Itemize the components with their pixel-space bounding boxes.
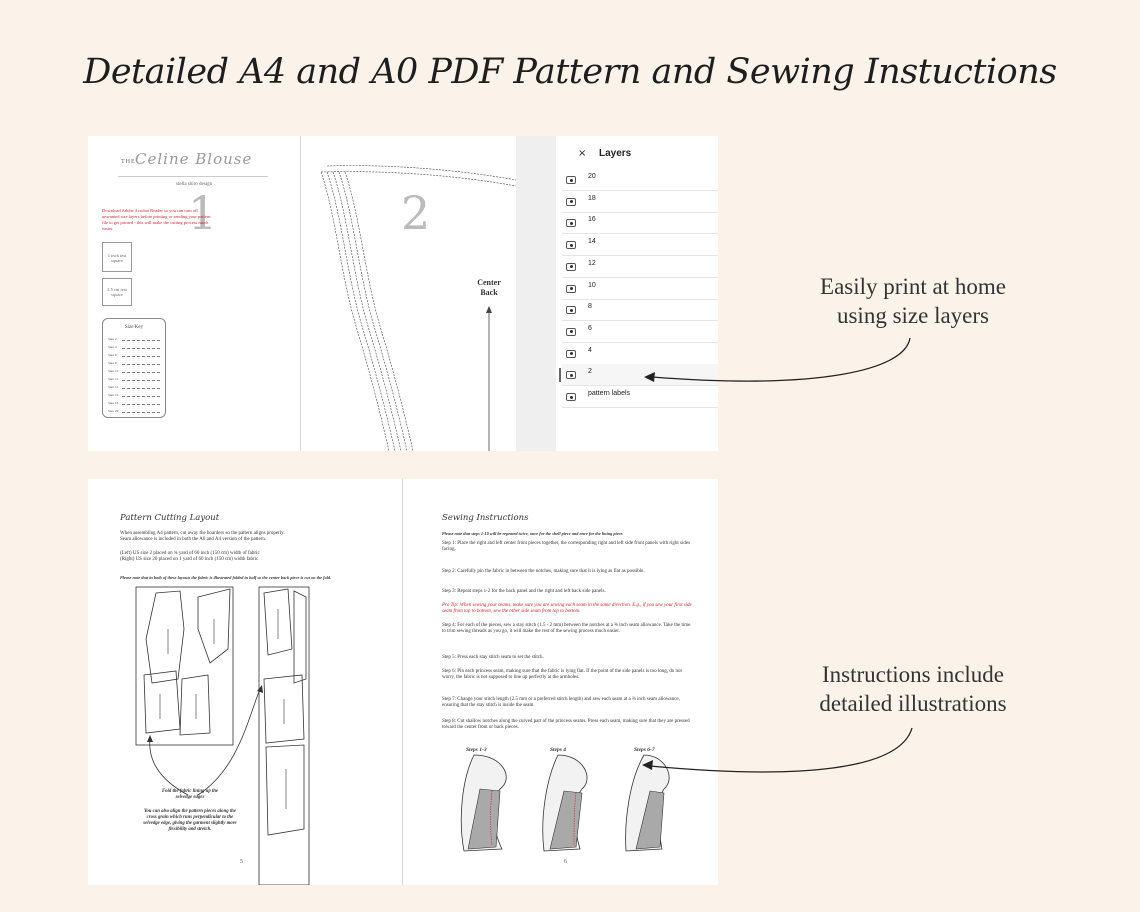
fold-note: Please note that in both of these layouts the fabric is illustrated folded in half so the center back piece is cut on the fold. — [120, 575, 332, 580]
acrobat-note: Download Adobe Acrobat Reader so you can turn off unwanted size layers before printing or sending your pattern file to get printed - this will make the cutting process much easier. — [102, 208, 211, 231]
layer-label: 12 — [588, 259, 596, 267]
brand-name: Celine Blouse — [135, 150, 253, 168]
callout-illustrations: Instructions include detailed illustrations — [819, 662, 1007, 716]
illustration-label-1: Steps 1-3 — [466, 747, 487, 753]
illustration-label-2: Steps 4 — [550, 747, 567, 753]
layer-label: 20 — [588, 173, 596, 180]
page-number-6: 6 — [564, 859, 567, 865]
sewing-step: Step 1: Place the right and left center front pieces together, the corresponding right and left side front panels with right sides facing. — [442, 541, 691, 553]
size-key-label: Size 6 — [108, 353, 117, 357]
test-square-cm: 2.5 cm test square — [102, 278, 132, 306]
page-title: Detailed A4 and A0 PDF Pattern and Sewing Instuctions — [83, 52, 1057, 92]
arrow-to-illustration — [650, 728, 912, 772]
cross-grain-note: You can also align the pattern pieces along the cross grain which runs perpendicular to the selvedge edge, giving the garment slightly more flexibility and stretch. — [143, 809, 237, 832]
sewing-step: Step 4: For each of the pieces, sew a stay stitch (1.5 - 2 mm) between the notches at a ⅜ inch seam allowance. Take the time to trim sewing threads as you go, it will make the rest of the sewing process much easier. — [442, 623, 691, 635]
right-layout-text: (Right) US size 20 placed on 1 yard of 60 inch (150 cm) width fabric — [120, 557, 259, 562]
sewing-step: Step 2: Carefully pin the fabric in between the notches, making sure that it is lying as flat as possible. — [442, 569, 645, 574]
callout-size-layers: Easily print at home using size layers — [820, 274, 1006, 328]
page-number-5: 5 — [240, 859, 243, 865]
layer-label: 16 — [588, 216, 596, 224]
size-key-label: Size 10 — [108, 369, 119, 373]
size-key-label: Size 18 — [108, 401, 119, 405]
sewing-step: Step 5: Press each stay stitch seam to set the stitch. — [442, 655, 544, 660]
size-key-label: Size 16 — [108, 393, 119, 397]
arrow-to-layer — [652, 338, 910, 381]
close-icon[interactable]: × — [578, 148, 587, 159]
arrowhead-illustration — [642, 760, 653, 770]
pro-tip: Pro Tip: When sewing your seams, make sure you are sewing each seam in the same direction. E.g., if you sew your first side seam from top to bottom, sew the other side seam from top to bottom. — [442, 603, 692, 615]
sewing-instructions-heading: Sewing Instructions — [442, 513, 529, 523]
page-number-2: 2 — [401, 186, 431, 240]
brand-subtitle: stella shiro design — [176, 182, 213, 187]
intro-text-1: When assembling A4 pattern, cut away the boarders so the pattern aligns properly. — [120, 531, 285, 536]
layer-label: 8 — [588, 303, 592, 311]
size-key-label: Size 14 — [108, 385, 119, 389]
layers-panel-title: Layers — [599, 148, 632, 159]
layer-label: 2 — [588, 368, 592, 376]
size-key-label: Size 20 — [108, 409, 119, 413]
sewing-step: Step 8: Cut shallow notches along the curved part of the princess seams. Press each seam, making sure that they are pressed toward the center front or back pieces. — [442, 719, 690, 731]
page-number-1: 1 — [188, 186, 218, 240]
size-key-label: Size 2 — [108, 337, 117, 341]
size-key-label: Size 4 — [108, 345, 117, 349]
sewing-step: Step 6: Pin each princess seam, making sure that the fabric is lying flat. If the point of the side panels is too long, do not worry, the fabric is not supposed to line up perfectly at the armholes. — [442, 669, 682, 681]
illustration-label-3: Steps 6-7 — [634, 747, 655, 753]
sewing-step: Step 3: Repeat steps 1-2 for the back panel and the right and left back side panels. — [442, 589, 606, 594]
intro-text-2: Seam allowance is included in both the A0 and A4 version of the pattern. — [120, 537, 267, 542]
size-key-label: Size 8 — [108, 361, 117, 365]
layer-label: pattern labels — [588, 390, 631, 397]
layer-label: 6 — [588, 324, 592, 332]
layer-label: 10 — [588, 281, 596, 289]
fold-selvedge-label: Fold the fabric lining up the selvedge edges — [161, 789, 219, 800]
brand-prefix: THE — [121, 159, 136, 165]
sewing-step: Step 7: Change your stitch length (2.5 mm or a preferred stitch length) and sew each seam at a ⅜ inch seam allowance, ensuring that the stay stitch is inside the seam. — [442, 697, 680, 709]
arrowhead-layer — [644, 372, 655, 382]
center-back-label: Center Back — [477, 278, 501, 297]
test-square-inch: 1 inch test square — [102, 242, 132, 272]
layer-label: 18 — [588, 194, 596, 202]
repeat-note: Please note that steps 1-10 will be repeated twice, once for the shell piece and once for the lining piece. — [442, 531, 624, 536]
layer-label: 4 — [588, 346, 592, 354]
size-key-label: Size 12 — [108, 377, 119, 381]
cutting-layout-heading: Pattern Cutting Layout — [120, 513, 220, 523]
layer-label: 14 — [588, 238, 596, 246]
size-key-title: Size Key — [124, 325, 144, 330]
left-layout-text: (Left) US size 2 placed on ¾ yard of 60 inch (150 cm) width of fabric — [120, 551, 260, 556]
